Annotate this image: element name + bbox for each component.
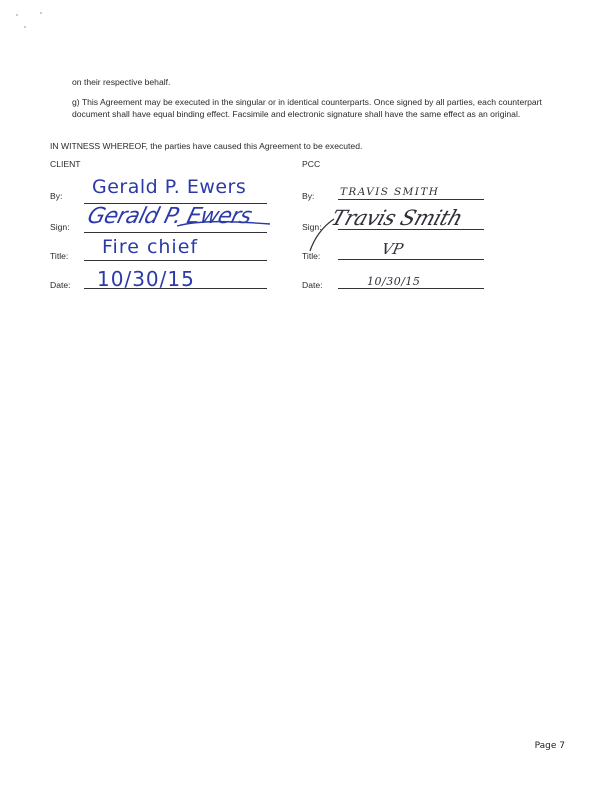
pcc-title-value: VP bbox=[380, 240, 405, 258]
client-by-value: Gerald P. Ewers bbox=[92, 176, 247, 198]
pcc-by-line bbox=[338, 199, 484, 200]
scan-speck bbox=[40, 12, 42, 14]
pcc-title-line bbox=[338, 259, 484, 260]
pcc-heading: PCC bbox=[302, 159, 321, 169]
client-signature: Gerald P. Ewers bbox=[84, 204, 254, 229]
client-title-value: Fire chief bbox=[102, 236, 199, 258]
client-title-line bbox=[84, 260, 267, 261]
pcc-signature: Travis Smith bbox=[328, 206, 466, 230]
client-by-label: By: bbox=[50, 191, 63, 201]
client-date-label: Date: bbox=[50, 280, 71, 290]
page-number: Page 7 bbox=[534, 741, 565, 751]
scan-speck bbox=[16, 14, 18, 16]
client-signature-flourish bbox=[175, 218, 275, 234]
scan-speck bbox=[24, 26, 26, 28]
continuation-text: on their respective behalf. bbox=[72, 77, 171, 87]
pcc-title-label: Title: bbox=[302, 251, 321, 261]
pcc-by-label: By: bbox=[302, 191, 315, 201]
client-heading: CLIENT bbox=[50, 159, 81, 169]
client-title-label: Title: bbox=[50, 251, 69, 261]
pcc-date-label: Date: bbox=[302, 280, 323, 290]
client-date-value: 10/30/15 bbox=[97, 267, 195, 291]
clause-g: g) This Agreement may be executed in the singular or in identical counterparts. Once signed by all parties, each counterpart document shall have equal binding effect. Facsimile and electronic signature shall have the same effect as an original. bbox=[72, 97, 542, 119]
pcc-signature-stroke bbox=[304, 215, 344, 255]
pcc-date-line bbox=[338, 288, 484, 289]
pcc-sign-label: Sign: bbox=[302, 222, 322, 232]
pcc-by-value: TRAVIS SMITH bbox=[340, 186, 440, 198]
client-sign-label: Sign: bbox=[50, 222, 70, 232]
pcc-date-value: 10/30/15 bbox=[367, 275, 421, 288]
witness-statement: IN WITNESS WHEREOF, the parties have caused this Agreement to be executed. bbox=[50, 141, 363, 151]
